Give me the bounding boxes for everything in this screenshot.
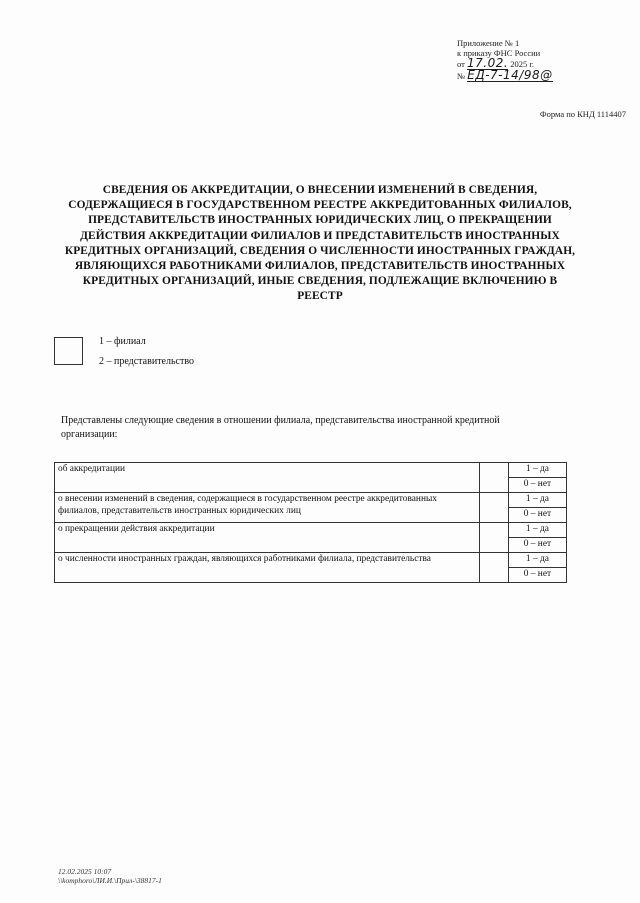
answer-field[interactable] (480, 553, 509, 583)
document-title: СВЕДЕНИЯ ОБ АККРЕДИТАЦИИ, О ВНЕСЕНИИ ИЗМЕНЕНИЙ В СВЕДЕНИЯ, СОДЕРЖАЩИЕСЯ В ГОСУДАРСТВЕННОМ РЕЕСТРЕ АККРЕДИТОВАННЫХ ФИЛИАЛОВ, ПРЕДСТАВИТЕЛЬСТВ ИНОСТРАННЫХ ЮРИДИЧЕСКИХ ЛИЦ, О ПРЕКРАЩЕНИИ ДЕЙСТВИЯ АККРЕДИТАЦИИ ФИЛИАЛОВ И ПРЕДСТАВИТЕЛЬСТВ ИНОСТРАННЫХ КРЕДИТНЫХ ОРГАНИЗАЦИЙ, СВЕДЕНИЯ О ЧИСЛЕННОСТИ ИНОСТРАННЫХ ГРАЖДАН, ЯВЛЯЮЩИХСЯ РАБОТНИКАМИ ФИЛИАЛОВ, ПРЕДСТАВИТЕЛЬСТВ ИНОСТРАННЫХ КРЕДИТНЫХ ОРГАНИЗАЦИЙ, ИНЫЕ СВЕДЕНИЯ, ПОДЛЕЖАЩИЕ ВКЛЮЧЕНИЮ В РЕЕСТР (64, 184, 576, 303)
footer-path: \\komphoro\ЛИ.И.\Прил-\38817-1 (58, 876, 162, 885)
answer-yes: 1 – да (508, 523, 566, 538)
answer-field[interactable] (480, 463, 509, 493)
table-row (55, 553, 567, 568)
answer-field[interactable] (480, 493, 509, 523)
footer-timestamp: 12.02.2025 10:07 (58, 867, 112, 876)
form-code: Форма по КНД 1114407 (539, 109, 626, 119)
appendix-order: к приказу ФНС России (457, 48, 541, 58)
appendix-header (457, 38, 553, 82)
handwritten-date: 17.02. (466, 56, 509, 70)
answer-no: 0 – нет (508, 478, 566, 493)
row-label: о внесении изменений в сведения, содержащиеся в государственном реестре аккредитованных филиалов, представительств иностранных юридических лиц (55, 493, 480, 523)
appendix-title: Приложение № 1 (457, 38, 520, 48)
answer-no: 0 – нет (508, 538, 566, 553)
appendix-number: № ЕД-7-14/98@ (457, 68, 553, 82)
option-branch: 1 – филиал (99, 336, 146, 347)
footer-stamp (58, 867, 162, 885)
appendix-date: от 17.02. 2025 г. (457, 56, 535, 70)
table-row (55, 493, 567, 508)
table-row (55, 523, 567, 538)
row-label: о прекращении действия аккредитации (55, 523, 480, 553)
handwritten-number: ЕД-7-14/98@ (467, 68, 553, 82)
information-table (54, 462, 567, 583)
answer-yes: 1 – да (508, 553, 566, 568)
answer-no: 0 – нет (508, 508, 566, 523)
option-representative-office: 2 – представительство (99, 356, 195, 367)
entity-type-checkbox[interactable] (54, 337, 83, 365)
answer-field[interactable] (480, 523, 509, 553)
answer-yes: 1 – да (508, 463, 566, 478)
row-label: о численности иностранных граждан, являющихся работниками филиала, представительства (55, 553, 480, 583)
intro-text: Представлены следующие сведения в отношении филиала, представительства иностранной кредитной организации: (61, 415, 500, 440)
answer-yes: 1 – да (508, 493, 566, 508)
answer-no: 0 – нет (508, 568, 566, 583)
table-row (55, 463, 567, 478)
row-label: об аккредитации (55, 463, 480, 493)
